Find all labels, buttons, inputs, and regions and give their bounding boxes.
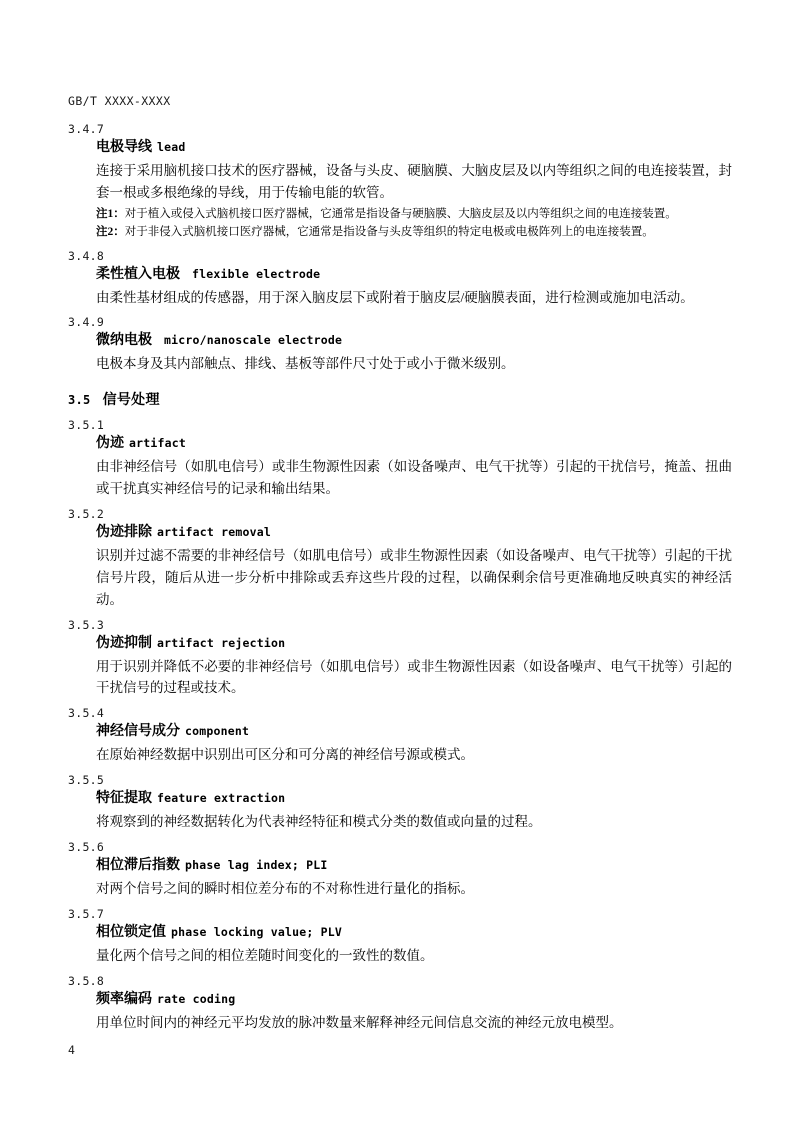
term-entry [68, 840, 732, 900]
term-definition: 由非神经信号（如肌电信号）或非生物源性因素（如设备噪声、电气干扰等）引起的干扰信号，掩盖、扭曲或干扰真实神经信号的记录和输出结果。 [96, 459, 732, 497]
standard-code-header: GB/T XXXX-XXXX [68, 94, 171, 108]
clause-number: 3.5.3 [68, 617, 105, 632]
term-cn: 相位滞后指数 [96, 857, 180, 873]
term-title [96, 522, 732, 543]
term-cn: 柔性植入电极 [96, 266, 180, 282]
term-note [96, 223, 732, 241]
term-en: micro/nanoscale electrode [164, 333, 343, 348]
term-title [96, 721, 732, 742]
term-cn: 特征提取 [96, 791, 152, 807]
term-cn: 伪迹 [96, 436, 124, 452]
term-definition: 由柔性基材组成的传感器，用于深入脑皮层下或附着于脑皮层/硬脑膜表面，进行检测或施加电活动。 [96, 289, 694, 305]
term-entry [68, 122, 732, 242]
term-definition: 在原始神经数据中识别出可区分和可分离的神经信号源或模式。 [96, 747, 474, 763]
term-title [96, 788, 732, 809]
term-en: artifact rejection [157, 635, 286, 650]
term-en: feature extraction [157, 791, 286, 806]
note-label: 注2： [96, 226, 125, 239]
term-entry [68, 507, 732, 611]
term-definition: 对两个信号之间的瞬时相位差分布的不对称性进行量化的指标。 [96, 880, 474, 896]
term-title [96, 137, 732, 158]
term-title [96, 264, 732, 285]
clause-number: 3.4.8 [68, 248, 105, 263]
term-entry [68, 706, 732, 766]
clause-number: 3.5.5 [68, 773, 105, 788]
term-en: flexible electrode [192, 266, 321, 281]
term-en: artifact removal [157, 524, 271, 539]
page-number: 4 [68, 1043, 75, 1057]
clause-number: 3.5.1 [68, 418, 105, 433]
term-entry [68, 974, 732, 1034]
term-entry [68, 418, 732, 500]
note-text: 对于非侵入式脑机接口医疗器械，它通常是指设备与头皮等组织的特定电极或电极阵列上的电连接装置。 [124, 226, 654, 239]
term-en: phase lag index; PLI [185, 857, 328, 872]
clause-number: 3.5.4 [68, 706, 105, 721]
term-definition: 将观察到的神经数据转化为代表神经特征和模式分类的数值或向量的过程。 [96, 814, 542, 830]
term-entry [68, 315, 732, 375]
clause-number: 3.4.7 [68, 122, 105, 136]
term-cn: 伪迹排除 [96, 524, 152, 540]
term-en: rate coding [157, 991, 236, 1006]
term-cn: 微纳电极 [96, 333, 152, 349]
term-title [96, 633, 732, 654]
term-title [96, 330, 732, 351]
section-number: 3.5 [68, 393, 91, 408]
clause-number: 3.5.8 [68, 973, 105, 988]
clause-number: 3.4.9 [68, 315, 105, 330]
term-cn: 电极导线 [96, 140, 152, 155]
section-heading [68, 389, 732, 409]
term-definition: 电极本身及其内部触点、排线、基板等部件尺寸处于或小于微米级别。 [96, 356, 515, 372]
term-entry [68, 618, 732, 700]
section-title: 信号处理 [102, 393, 160, 409]
term-note [96, 205, 732, 223]
term-definition: 连接于采用脑机接口技术的医疗器械，设备与头皮、硬脑膜、大脑皮层及以内等组织之间的电连接装置，封套一根或多根绝缘的导线，用于传输电能的软管。 [96, 163, 732, 200]
term-title [96, 989, 732, 1010]
clause-number: 3.5.7 [68, 906, 105, 921]
term-cn: 伪迹抑制 [96, 635, 152, 651]
term-en: component [185, 724, 250, 739]
term-en: artifact [129, 436, 186, 451]
term-title [96, 922, 732, 943]
note-text: 对于植入或侵入式脑机接口医疗器械，它通常是指设备与硬脑膜、大脑皮层及以内等组织之间的电连接装置。 [124, 207, 677, 220]
term-en: lead [157, 140, 186, 154]
note-label: 注1： [96, 207, 125, 220]
clause-number: 3.5.2 [68, 506, 105, 521]
term-title [96, 433, 732, 454]
page-content [68, 94, 732, 1035]
term-entry [68, 773, 732, 833]
term-definition: 用于识别并降低不必要的非神经信号（如肌电信号）或非生物源性因素（如设备噪声、电气干扰等）引起的干扰信号的过程或技术。 [96, 658, 732, 696]
clause-number: 3.5.6 [68, 839, 105, 854]
term-entry [68, 907, 732, 967]
term-definition: 识别并过滤不需要的非神经信号（如肌电信号）或非生物源性因素（如设备噪声、电气干扰等）引起的干扰信号片段，随后从进一步分析中排除或丢弃这些片段的过程，以确保剩余信号更准确地反映真实的神经活动。 [96, 547, 732, 607]
term-definition: 量化两个信号之间的相位差随时间变化的一致性的数值。 [96, 947, 434, 963]
term-cn: 神经信号成分 [96, 724, 180, 740]
term-definition: 用单位时间内的神经元平均发放的脉冲数量来解释神经元间信息交流的神经元放电模型。 [96, 1014, 623, 1030]
term-en: phase locking value; PLV [171, 924, 342, 939]
term-cn: 相位锁定值 [96, 924, 166, 940]
term-title [96, 855, 732, 876]
term-entry [68, 249, 732, 309]
term-cn: 频率编码 [96, 991, 152, 1007]
